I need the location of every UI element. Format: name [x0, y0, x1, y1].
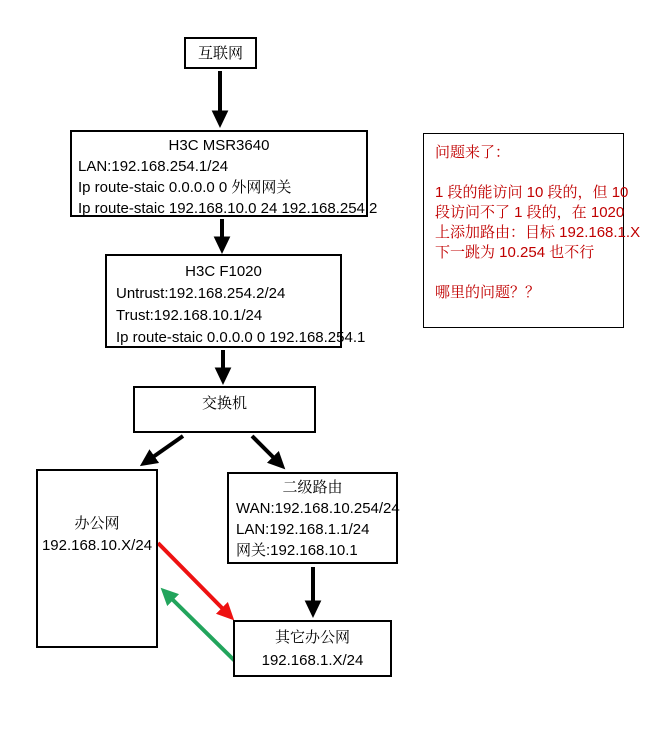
problem-line: 上添加路由：目标 192.168.1.X [435, 224, 641, 241]
problem-line: 1 段的能访问 10 段的，但 10 [435, 184, 629, 201]
problem-line: 哪里的问题？？ [435, 284, 541, 301]
node-other-office-subnet: 192.168.1.X/24 [261, 652, 364, 669]
node-office-network [36, 469, 158, 648]
problem-line [435, 263, 612, 283]
problem-line [435, 163, 612, 183]
node-office-subnet: 192.168.10.X/24 [41, 537, 153, 554]
node-internet [184, 37, 257, 69]
node-msr3640-router [70, 130, 378, 217]
node-other-office-title: 其它办公网 [274, 629, 350, 646]
node-msr3640-route2: Ip route-staic 192.168.10.0 24 192.168.254.2 [78, 200, 378, 217]
node-switch-label: 交换机 [201, 395, 247, 412]
node-msr3640-title: H3C MSR3640 [168, 137, 270, 154]
problem-note [423, 133, 641, 328]
node-secondary-router [227, 472, 398, 564]
node-msr3640-route1: Ip route-staic 0.0.0.0 0 外网网关 [78, 179, 292, 196]
node-secondary-router-title: 二级路由 [282, 479, 343, 496]
node-f1020-route: Ip route-staic 0.0.0.0 0 192.168.254.1 [116, 329, 366, 346]
node-other-office-network [233, 620, 392, 677]
problem-line: 问题来了： [435, 144, 511, 161]
problem-line: 段访问不了 1 段的，在 1020 [435, 204, 625, 221]
arrow-switch-to-office-net [153, 436, 183, 457]
arrow-green-other-office-to-office [172, 599, 242, 668]
node-secondary-router-wan: WAN:192.168.10.254/24 [236, 500, 400, 517]
node-secondary-router-lan: LAN:192.168.1.1/24 [236, 521, 370, 538]
node-office-title: 办公网 [74, 515, 120, 532]
node-f1020-trust: Trust:192.168.10.1/24 [116, 307, 263, 324]
node-f1020-title: H3C F1020 [185, 263, 262, 280]
arrow-switch-to-secondary-router [252, 436, 274, 458]
node-switch [133, 386, 316, 433]
arrow-red-office-to-other-office [158, 543, 223, 609]
node-f1020-untrust: Untrust:192.168.254.2/24 [116, 285, 286, 302]
node-secondary-router-gateway: 网关:192.168.10.1 [236, 542, 358, 559]
problem-line: 下一跳为 10.254 也不行 [435, 244, 595, 261]
node-internet-label: 互联网 [197, 44, 243, 62]
node-msr3640-lan: LAN:192.168.254.1/24 [78, 158, 229, 175]
node-f1020-firewall [105, 254, 366, 348]
